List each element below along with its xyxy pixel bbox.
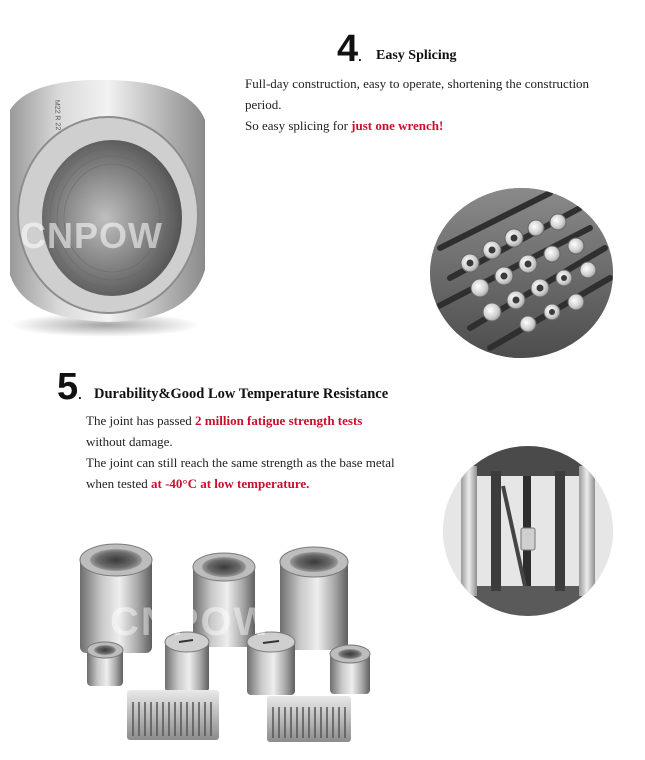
- section5-emphasis-temperature: at -40°C at low temperature.: [150, 476, 310, 491]
- section5-line1-prefix: The joint has passed: [86, 413, 196, 428]
- section4-title: Easy Splicing: [376, 48, 457, 63]
- coupler-sleeve-image: [0, 70, 215, 340]
- section5-line1: [86, 410, 436, 431]
- section5-line4: [86, 473, 436, 494]
- testing-machine-image: [443, 446, 613, 616]
- section5-line4-prefix: when tested: [86, 476, 151, 491]
- section5-emphasis-fatigue: 2 million fatigue strength tests: [195, 413, 363, 428]
- section4-number-digit: 4: [337, 28, 359, 70]
- section4-line1: Full-day construction, easy to operate, shortening the construction: [245, 76, 590, 91]
- section5-body: [86, 410, 436, 494]
- section4-emphasis: just one wrench!: [351, 118, 444, 133]
- section5-line3: The joint can still reach the same strength as the base metal: [86, 455, 395, 470]
- watermark-text-2: CNPOW: [110, 600, 274, 644]
- section4-body: [245, 73, 635, 136]
- section4-number: [337, 30, 362, 68]
- section4-number-dot: .: [358, 49, 362, 64]
- section5-number-dot: .: [78, 387, 82, 402]
- rebar-bundle-image: [430, 188, 613, 358]
- svg-text:M22 R 22: M22 R 22: [53, 99, 62, 131]
- section5-number-digit: 5: [57, 366, 79, 408]
- section5-line2: without damage.: [86, 434, 173, 449]
- assorted-couplers-image: [75, 540, 385, 750]
- section5-title: Durability&Good Low Temperature Resistance: [94, 386, 389, 402]
- section4-line3: [245, 115, 635, 136]
- section5-number: [57, 368, 82, 406]
- section4-line2: period.: [245, 97, 282, 112]
- section4-line3-prefix: So easy splicing for: [245, 118, 352, 133]
- watermark-text-1: CNPOW: [20, 215, 163, 256]
